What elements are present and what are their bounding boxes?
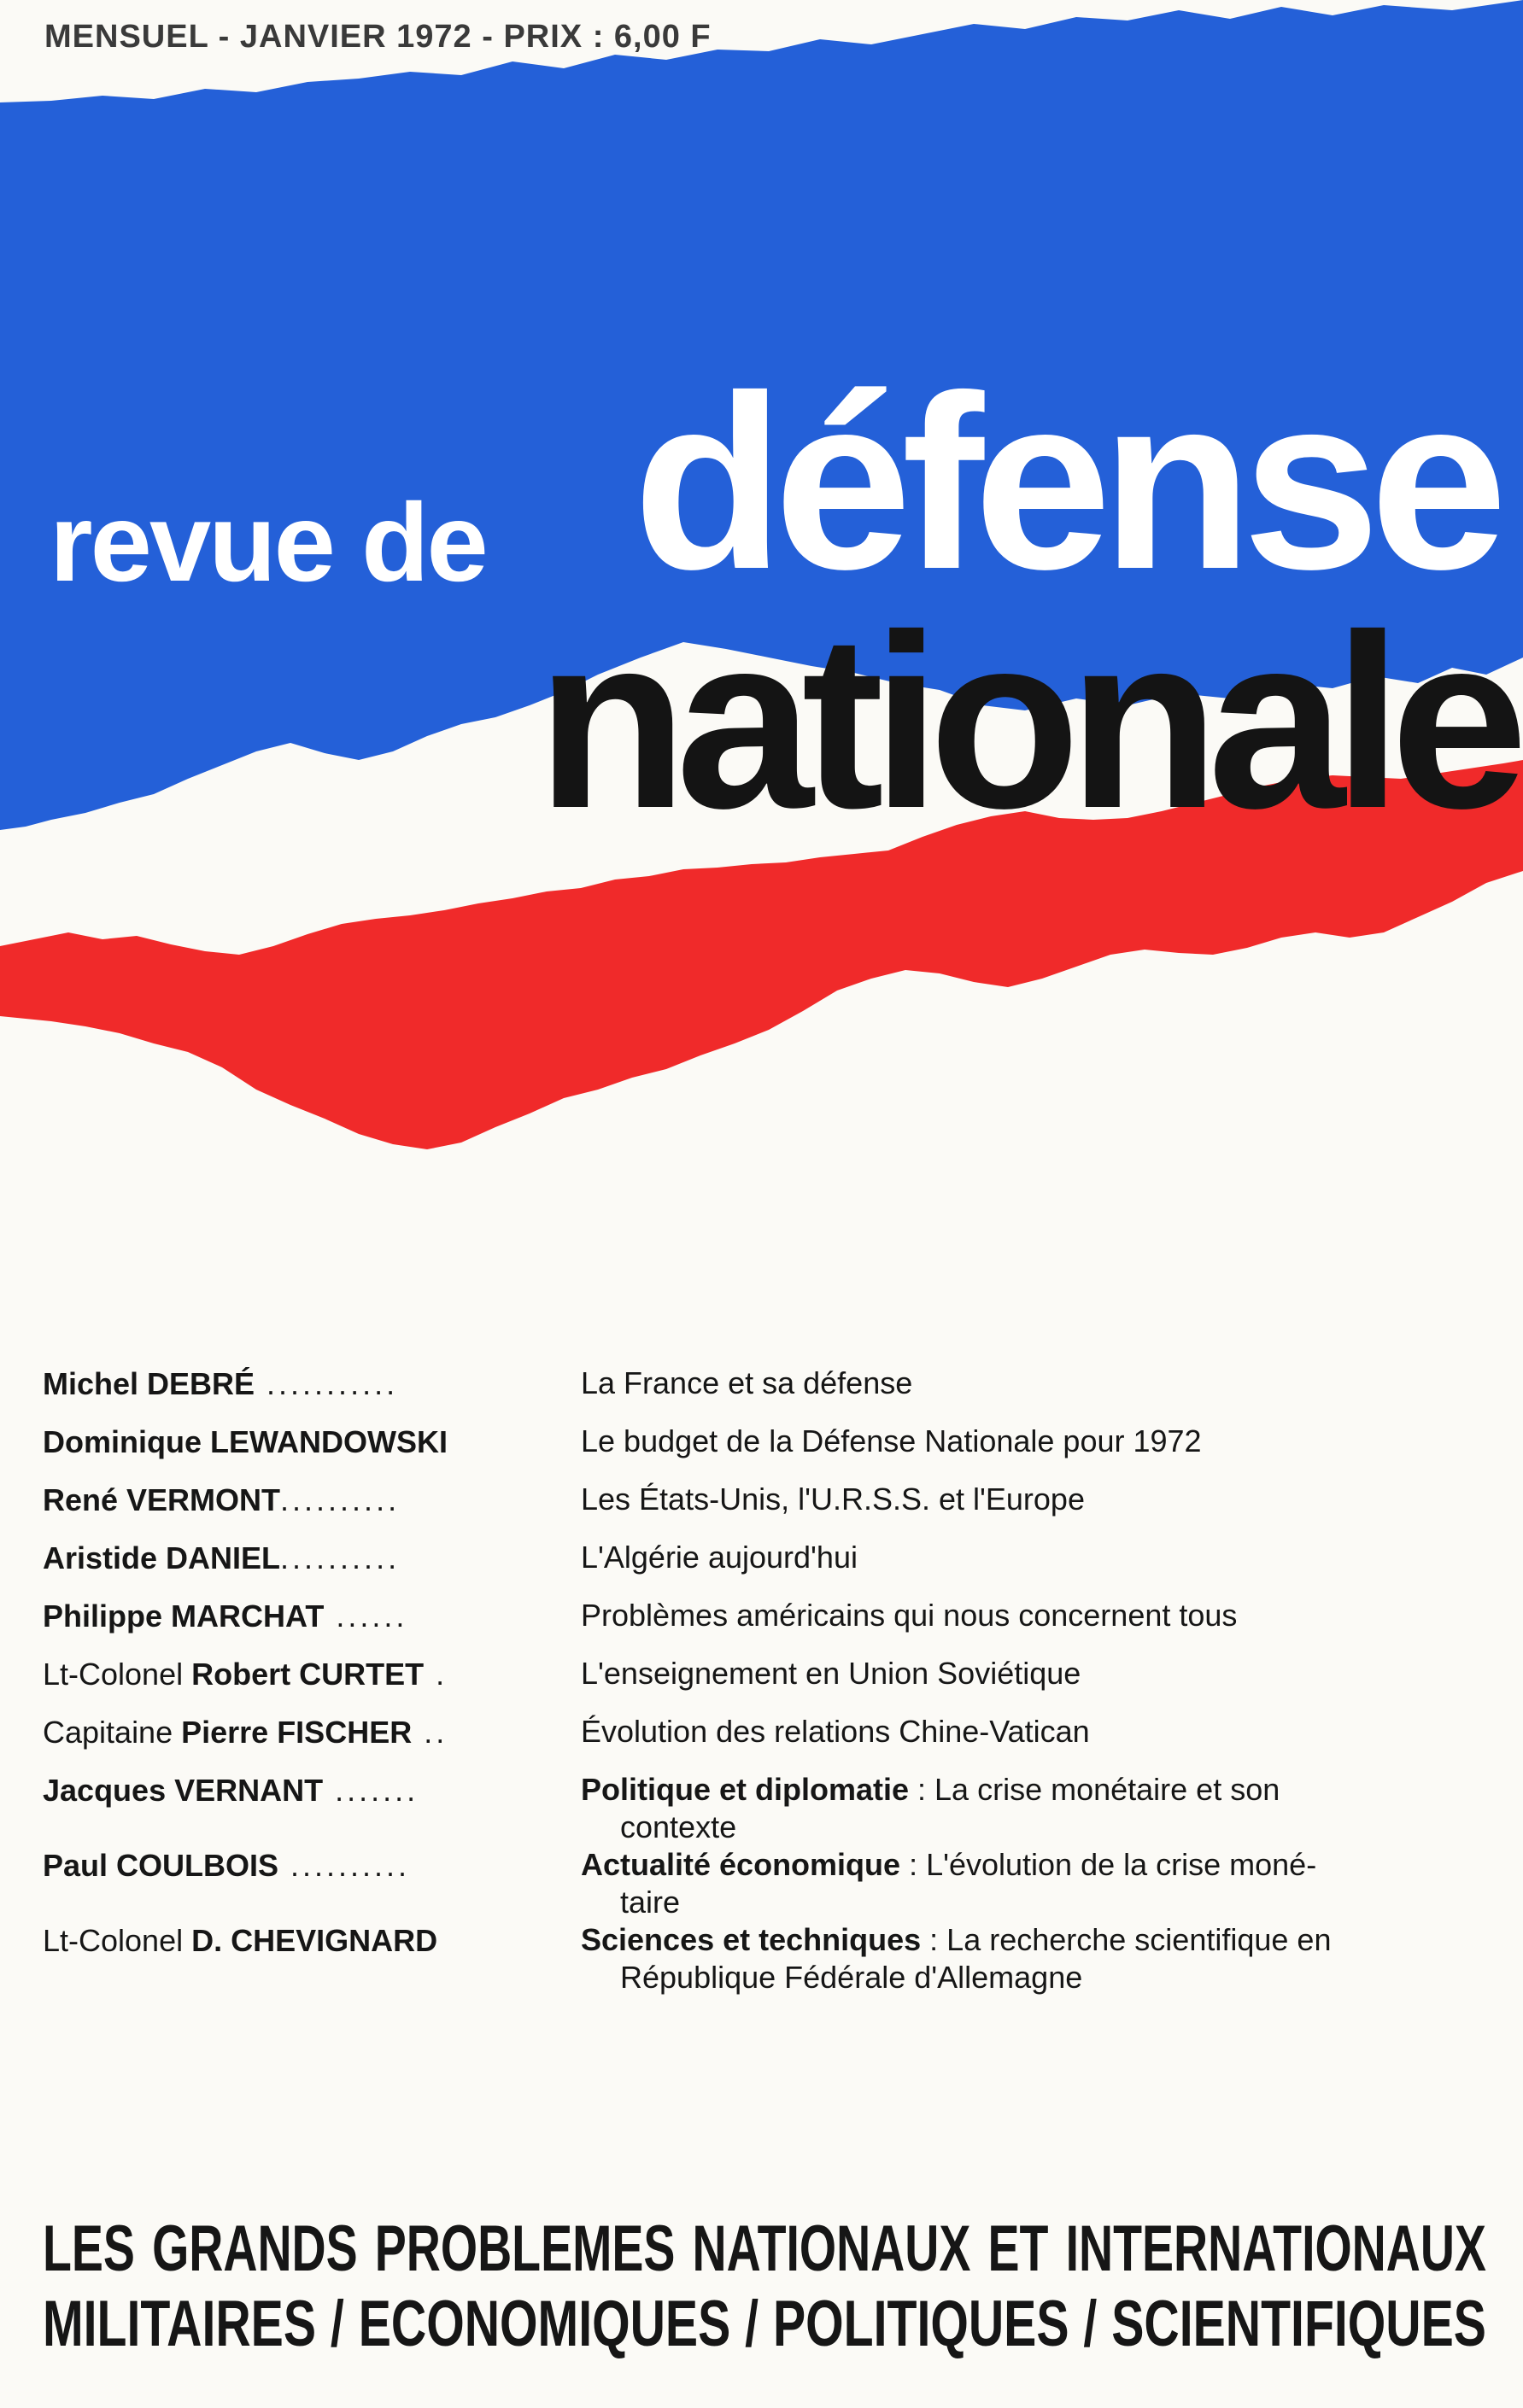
toc-title: : La recherche scientifique en	[921, 1921, 1332, 1957]
toc-author	[43, 1365, 565, 1405]
toc-article	[581, 1771, 1523, 1846]
toc-row	[43, 1423, 1495, 1481]
toc-author	[43, 1481, 565, 1521]
toc-title: Le budget de la Défense Nationale pour 1972	[581, 1423, 1202, 1458]
toc-author	[43, 1921, 565, 1961]
tagline-word: POLITIQUES	[772, 2288, 1069, 2361]
tagline-word: PROBLEMES	[374, 2212, 676, 2285]
toc-leader-dots: ..	[412, 1715, 448, 1750]
toc-author	[43, 1423, 565, 1463]
tagline-word: MILITAIRES	[43, 2288, 316, 2361]
toc-row	[43, 1771, 1495, 1846]
toc-article	[581, 1365, 1523, 1402]
toc-article	[581, 1846, 1523, 1921]
tagline-word: ET	[987, 2212, 1049, 2285]
toc-article	[581, 1921, 1523, 1996]
toc-author-name: Robert CURTET	[191, 1657, 425, 1692]
toc-author-rank: Capitaine	[43, 1715, 182, 1750]
tagline-line-1	[43, 2212, 1486, 2287]
toc-leader-dots: ......	[324, 1599, 408, 1634]
toc-author	[43, 1713, 565, 1753]
toc-author-name: Michel DEBRÉ	[43, 1366, 255, 1401]
toc-leader-dots: ..........	[280, 1482, 401, 1517]
toc-row	[43, 1365, 1495, 1423]
tagline-separator: /	[330, 2288, 344, 2361]
toc-author	[43, 1539, 565, 1579]
toc-author-rank: Lt-Colonel	[43, 1922, 192, 1958]
toc-author-name: D. CHEVIGNARD	[191, 1922, 438, 1958]
toc-author-rank: Lt-Colonel	[43, 1657, 192, 1692]
toc-title: : L'évolution de la crise moné-	[900, 1846, 1317, 1882]
toc-title: Problèmes américains qui nous concernent tous	[581, 1598, 1238, 1633]
toc-row	[43, 1655, 1495, 1713]
tagline-word: LES	[43, 2212, 135, 2285]
toc-title: La France et sa défense	[581, 1365, 913, 1400]
toc-rubric: Actualité économique	[581, 1846, 901, 1882]
toc-rubric: Sciences et techniques	[581, 1921, 922, 1957]
masthead-prefix: revue de	[50, 480, 486, 605]
masthead-word-defense: défense	[633, 344, 1497, 621]
toc-title: Les États-Unis, l'U.R.S.S. et l'Europe	[581, 1482, 1085, 1517]
toc-title: L'Algérie aujourd'hui	[581, 1540, 858, 1575]
toc-row	[43, 1481, 1495, 1539]
toc-author-name: Dominique LEWANDOWSKI	[43, 1424, 448, 1459]
tagline-line-2	[43, 2287, 1486, 2362]
toc-title-continued: République Fédérale d'Allemagne	[620, 1959, 1083, 1995]
tagline-word: ECONOMIQUES	[358, 2288, 731, 2361]
toc-leader-dots: .......	[323, 1773, 419, 1808]
toc-author-name: René VERMONT	[43, 1482, 281, 1517]
tagline-word: INTERNATIONAUX	[1065, 2212, 1486, 2285]
toc-author	[43, 1655, 565, 1695]
toc-leader-dots: ..........	[278, 1847, 411, 1883]
tagline-separator: /	[1083, 2288, 1098, 2361]
toc-author	[43, 1771, 565, 1811]
toc-title: L'enseignement en Union Soviétique	[581, 1656, 1081, 1691]
toc-title: : La crise monétaire et son	[909, 1772, 1280, 1807]
toc-article	[581, 1597, 1523, 1634]
masthead-top	[0, 344, 1523, 621]
tagline-separator: /	[745, 2288, 759, 2361]
toc-row	[43, 1921, 1495, 1996]
issue-line: MENSUEL - JANVIER 1972 - PRIX : 6,00 F	[44, 19, 712, 55]
cover-tagline	[43, 2212, 1491, 2362]
toc-author-name: Philippe MARCHAT	[43, 1599, 325, 1634]
toc-leader-dots: ...........	[255, 1366, 399, 1401]
toc-row	[43, 1539, 1495, 1597]
toc-title-continued: contexte	[620, 1809, 737, 1844]
toc-title: Évolution des relations Chine-Vatican	[581, 1714, 1090, 1749]
toc-title-continued: taire	[620, 1884, 681, 1920]
masthead-word-nationale: nationale	[536, 583, 1516, 860]
tagline-word: SCIENTIFIQUES	[1111, 2288, 1486, 2361]
toc-author-name: Jacques VERNANT	[43, 1773, 324, 1808]
toc-article	[581, 1713, 1523, 1750]
toc-author	[43, 1597, 565, 1637]
toc-article	[581, 1423, 1523, 1460]
toc-row	[43, 1846, 1495, 1921]
toc-rubric: Politique et diplomatie	[581, 1772, 910, 1807]
toc-author-name: Paul COULBOIS	[43, 1847, 279, 1883]
toc-author-name: Pierre FISCHER	[181, 1715, 413, 1750]
tagline-word: GRANDS	[152, 2212, 358, 2285]
table-of-contents	[43, 1365, 1495, 1996]
toc-row	[43, 1713, 1495, 1771]
toc-author	[43, 1846, 565, 1886]
toc-article	[581, 1481, 1523, 1518]
toc-article	[581, 1655, 1523, 1692]
toc-author-name: Aristide DANIEL	[43, 1540, 281, 1575]
tagline-word: NATIONAUX	[692, 2212, 971, 2285]
toc-leader-dots: ..........	[280, 1540, 401, 1575]
toc-article	[581, 1539, 1523, 1576]
toc-leader-dots: .	[424, 1657, 448, 1692]
toc-row	[43, 1597, 1495, 1655]
